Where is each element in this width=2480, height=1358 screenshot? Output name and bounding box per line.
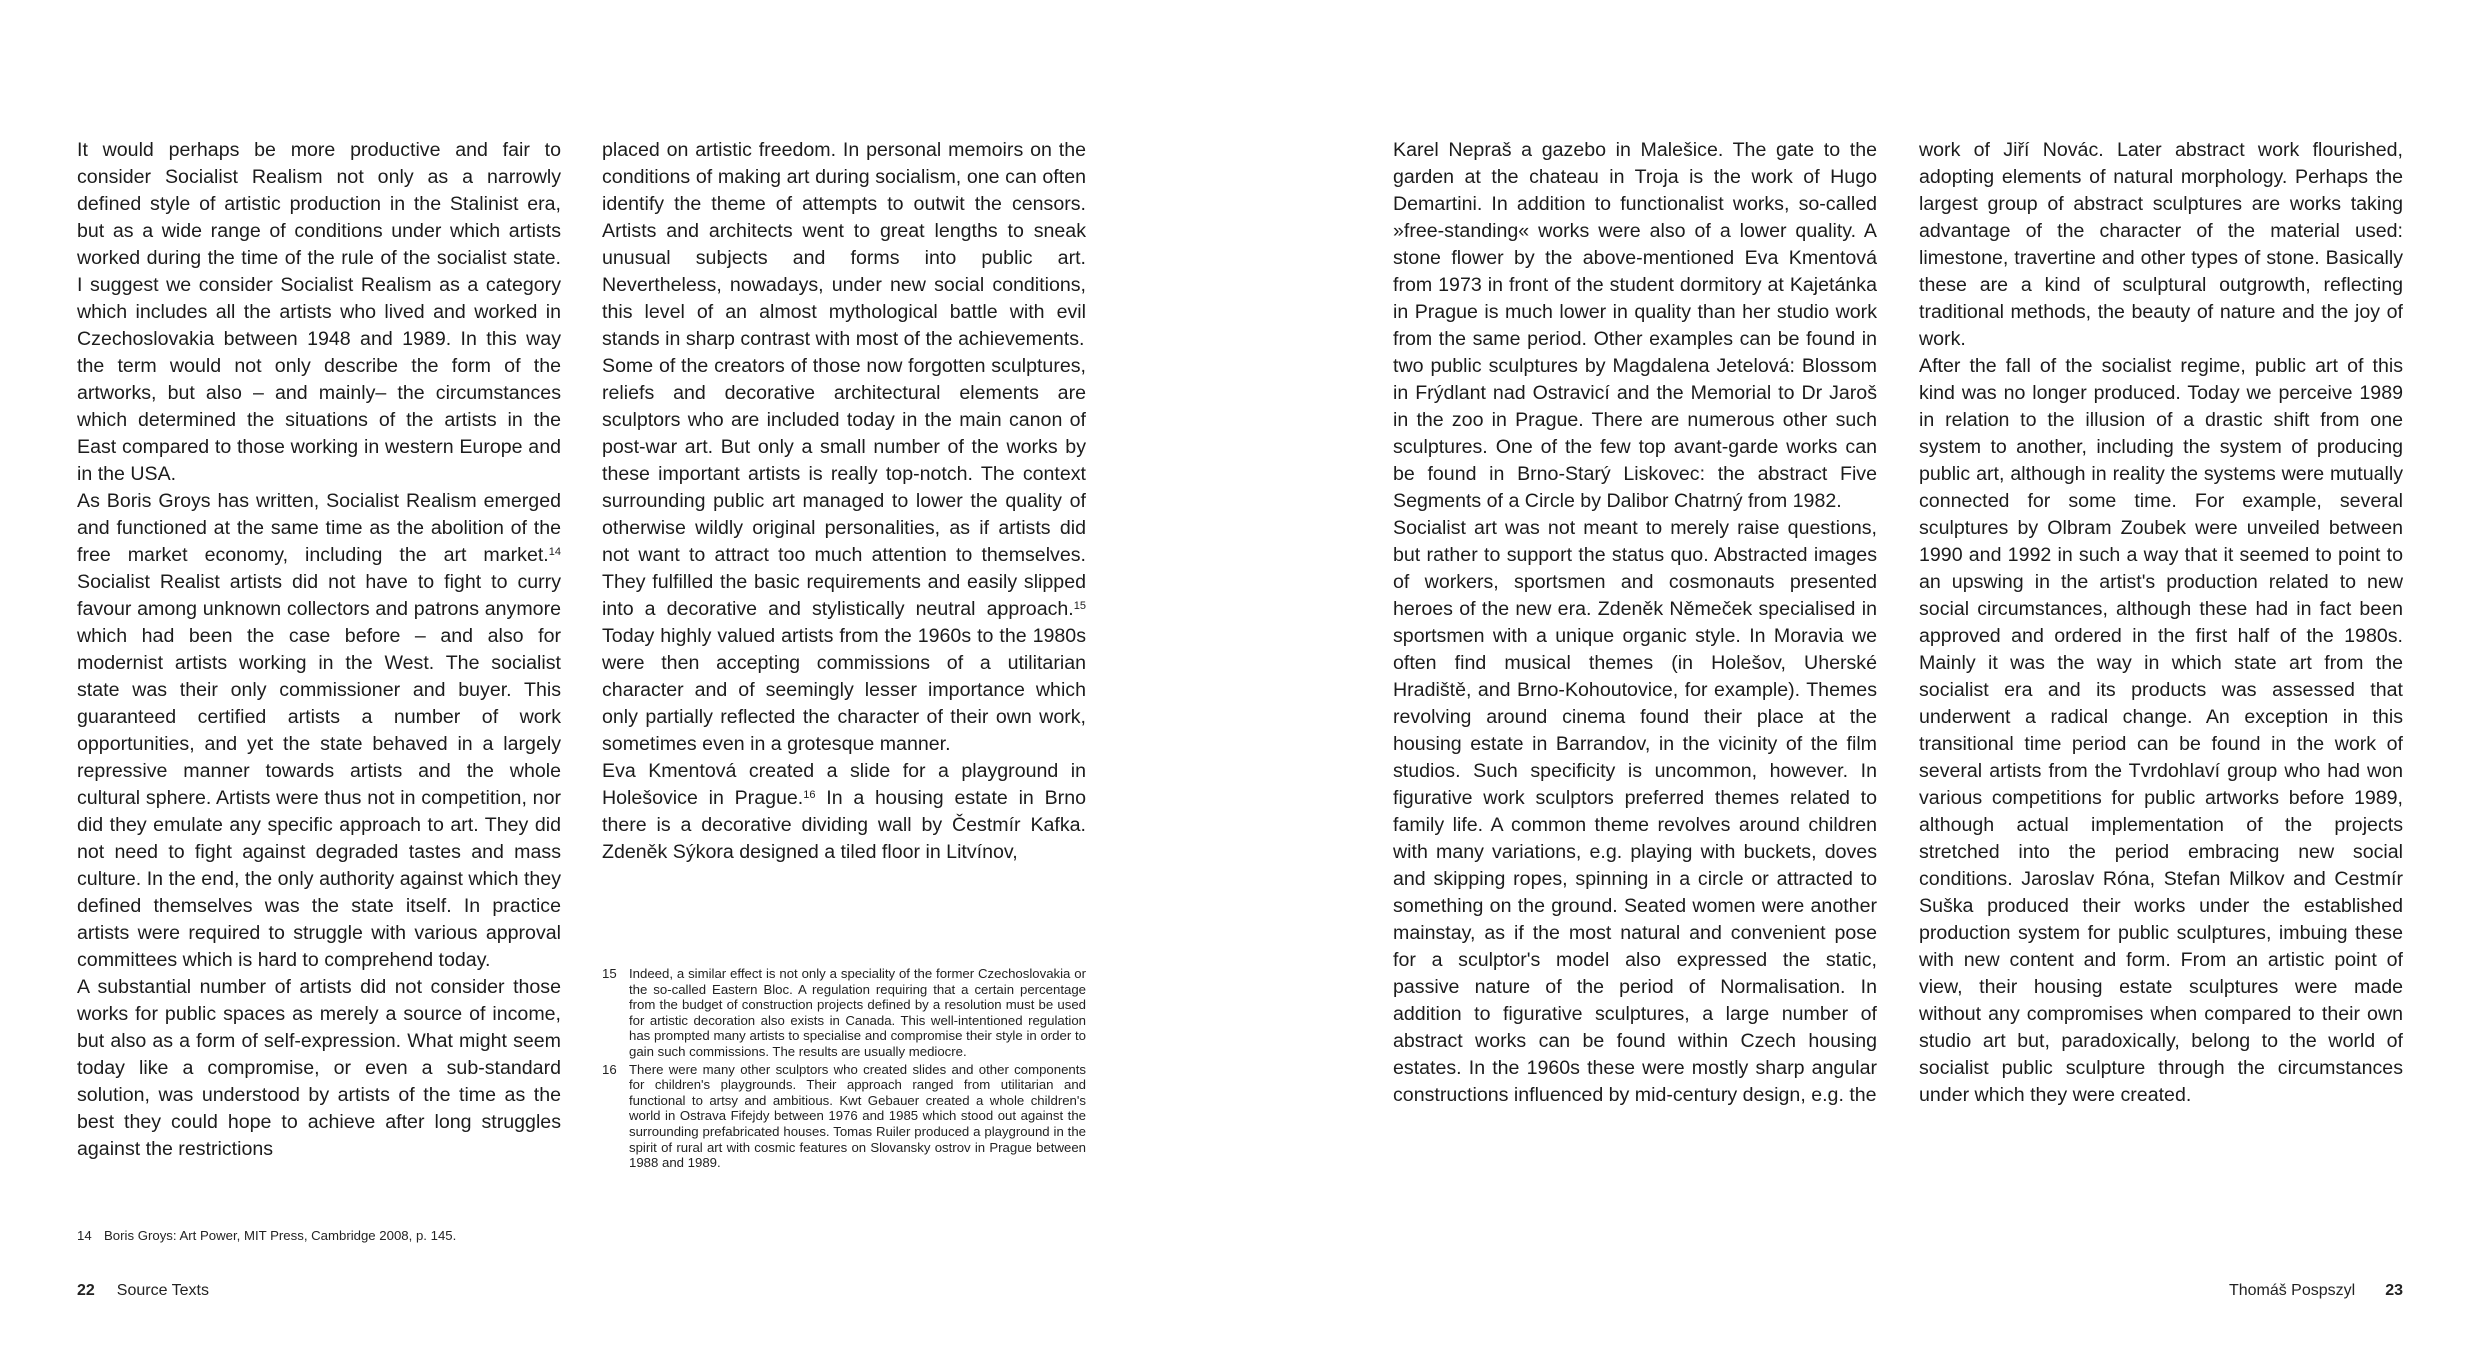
footnote-number: 16 bbox=[602, 1061, 617, 1077]
paragraph: Socialist art was not meant to merely raise questions, but rather to support the status quo. Abstracted images of workers, sportsmen and cosmonauts presented heroes of the new era. Zdeněk Němeček specialised in sportsmen with a unique organic style. In Moravia we often find musical themes (in Holešov, Uherské Hradiště, and Brno-Kohoutovice, for example). Themes revolving around cinema found their place at the housing estate in Barrandov, in the vicinity of the film studios. Such specificity is uncommon, however. In figurative work sculptors preferred themes related to family life. A common theme revolves around children with many variations, e.g. playing with buckets, doves and skipping ropes, spinning in a circle or attracted to something on the ground. Seated women were another mainstay, as if the most natural and convenient pose for a sculptor's model also expressed the static, passive nature of the period of Normalisation. In addition to figurative sculptures, a large number of abstract works can be found within Czech housing estates. In the 1960s these were mostly sharp angular constructions influenced by mid-century design, e.g. the bbox=[1393, 517, 1877, 1106]
footnote-text: There were many other sculptors who created slides and other components for children's playgrounds. Their approach ranged from utilitarian and functional to artsy and ambitious. Kwt Gebauer created a whole children's world in Ostrava Fifejdy between 1976 and 1985 which stood out against the surrounding prefabricated houses. Tomas Ruiler produced a playground in the spirit of rural art with cosmic features on Slovansky ostrov in Prague between 1988 and 1989. bbox=[629, 1061, 1086, 1171]
footnote-text: Boris Groys: Art Power, MIT Press, Cambridge 2008, p. 145. bbox=[104, 1228, 457, 1243]
left-page-footer bbox=[77, 1282, 209, 1300]
footnote-reference: 14 bbox=[548, 546, 561, 558]
paragraph bbox=[77, 488, 561, 974]
footnote bbox=[602, 1062, 1086, 1171]
page-number: 22 bbox=[77, 1282, 95, 1299]
page-number: 23 bbox=[2385, 1282, 2403, 1299]
right-page-footer bbox=[2229, 1282, 2403, 1300]
footnote-number: 15 bbox=[602, 966, 617, 981]
paragraph: A substantial number of artists did not consider those works for public spaces as merely a source of income, but also as a form of self-expression. What might seem today like a compromise, or even a sub-standard solution, was understood by artists of the time as the best they could hope to achieve after long struggles against the restrictions bbox=[77, 976, 561, 1160]
right-page-column-1 bbox=[1393, 137, 1877, 1109]
paragraph-text: Eva Kmentová created a slide for a playground in Holešovice in Prague. bbox=[602, 760, 1086, 809]
footnote bbox=[77, 1228, 561, 1244]
paragraph-text: Some of the creators of those now forgotten sculptures, reliefs and decorative architectural elements are sculptors who are included today in the main canon of post-war art. But only a small number of the works by these important artists is really top-notch. The context surrounding public art managed to lower the quality of otherwise wildly original personalities, as if artists did not want to attract too much attention to themselves. They fulfilled the basic requirements and easily slipped into a decorative and stylistically neutral approach. bbox=[602, 355, 1086, 620]
footnote-reference: 15 bbox=[1073, 600, 1086, 612]
paragraph bbox=[602, 758, 1086, 866]
footnote-text: Indeed, a similar effect is not only a speciality of the former Czechoslovakia or the so-called Eastern Bloc. A regulation requiring that a certain percentage from the budget of construction projects defined by a resolution must be used for artistic decoration also exists in Canada. This well-intentioned regulation has prompted many artists to specialise and compromise their style in order to gain such commissions. The results are usually mediocre. bbox=[629, 966, 1086, 1059]
paragraph: work of Jiří Novác. Later abstract work flourished, adopting elements of natural morphology. Perhaps the largest group of abstract sculptures are works taking advantage of the character of the material used: limestone, travertine and other types of stone. Basically these are a kind of sculptural outgrowth, reflecting traditional methods, the beauty of nature and the joy of work. bbox=[1919, 139, 2403, 350]
paragraph-text: As Boris Groys has written, Socialist Realism emerged and functioned at the same time as the abolition of the free market economy, including the art market. bbox=[77, 490, 561, 566]
paragraph: It would perhaps be more productive and fair to consider Socialist Realism not only as a narrowly defined style of artistic production in the Stalinist era, but as a wide range of conditions under which artists worked during the time of the rule of the socialist state. I suggest we consider Socialist Realism as a category which includes all the artists who lived and worked in Czechoslovakia between 1948 and 1989. In this way the term would not only describe the form of the artworks, but also – and mainly– the circumstances which determined the situations of the artists in the East compared to those working in western Europe and in the USA. bbox=[77, 139, 561, 485]
paragraph: placed on artistic freedom. In personal memoirs on the conditions of making art during socialism, one can often identify the theme of attempts to outwit the censors. Artists and architects went to great lengths to sneak unusual subjects and forms into public art. Nevertheless, nowadays, under new social conditions, this level of an almost mythological battle with evil stands in sharp contrast with most of the achievements. bbox=[602, 139, 1086, 350]
paragraph bbox=[602, 353, 1086, 758]
author-name: Thomáš Pospszyl bbox=[2228, 1282, 2356, 1299]
paragraph-text: Socialist Realist artists did not have to fight to curry favour among unknown collectors and patrons anymore which had been the case before – and also for modernist artists working in the West. The socialist state was their only commissioner and buyer. This guaranteed certified artists a number of work opportunities, and yet the state behaved in a largely repressive manner towards artists and the whole cultural sphere. Artists were thus not in competition, nor did they emulate any specific approach to art. They did not need to fight against degraded tastes and mass culture. In the end, the only authority against which they defined themselves was the state itself. In practice artists were required to struggle with various approval committees which is hard to comprehend today. bbox=[77, 571, 561, 971]
footnote bbox=[602, 966, 1086, 1060]
footnotes-column-1 bbox=[77, 1228, 561, 1246]
footnotes-column-2 bbox=[602, 966, 1086, 1173]
left-page-column-2 bbox=[602, 137, 1086, 866]
paragraph: Karel Nepraš a gazebo in Malešice. The gate to the garden at the chateau in Troja is the work of Hugo Demartini. In addition to functionalist works, so-called »free-standing« works were also of a lower quality. A stone flower by the above-mentioned Eva Kmentová from 1973 in front of the student dormitory at Kajetánka in Prague is much lower in quality than her studio work from the same period. Other examples can be found in two public sculptures by Magdalena Jetelová: Blossom in Frýdlant nad Ostravicí and the Memorial to Dr Jaroš in the zoo in Prague. There are numerous other such sculptures. One of the few top avant-garde works can be found in Brno-Starý Liskovec: the abstract Five Segments of a Circle by Dalibor Chatrný from 1982. bbox=[1393, 139, 1877, 512]
paragraph: After the fall of the socialist regime, public art of this kind was no longer produced. Today we perceive 1989 in relation to the illusion of a drastic shift from one system to another, including the system of producing public art, although in reality the systems were mutually connected for some time. For example, several sculptures by Olbram Zoubek were unveiled between 1990 and 1992 in such a way that it seemed to point to an upswing in the artist's production related to new social circumstances, although these had in fact been approved and ordered in the first half of the 1980s. Mainly it was the way in which state art from the socialist era and its products was assessed that underwent a radical change. An exception in this transitional time period can be found in the work of several artists from the Tvrdohlaví group who had won various competitions for public artworks before 1989, although actual implementation of the projects stretched into the period embracing new social conditions. Jaroslav Róna, Stefan Milkov and Cestmír Suška produced their works under the established production system for public sculptures, imbuing these with new content and form. From an artistic point of view, their housing estate sculptures were made without any compromises when compared to their own studio art but, paradoxically, belong to the world of socialist public sculpture through the circumstances under which they were created. bbox=[1919, 355, 2403, 1106]
section-title: Source Texts bbox=[116, 1282, 209, 1299]
paragraph-text: Today highly valued artists from the 1960s to the 1980s were then accepting commissions of a utilitarian character and of seemingly lesser importance which only partially reflected the character of their own work, sometimes even in a grotesque manner. bbox=[602, 625, 1086, 755]
left-page-column-1 bbox=[77, 137, 561, 1163]
footnote-reference: 16 bbox=[803, 789, 816, 801]
paragraph-text: In a housing estate in Brno there is a decorative dividing wall by Čestmír Kafka. Zdeněk Sýkora designed a tiled floor in Litvínov, bbox=[602, 787, 1086, 863]
right-page-column-2 bbox=[1919, 137, 2403, 1109]
footnote-number: 14 bbox=[77, 1228, 92, 1243]
